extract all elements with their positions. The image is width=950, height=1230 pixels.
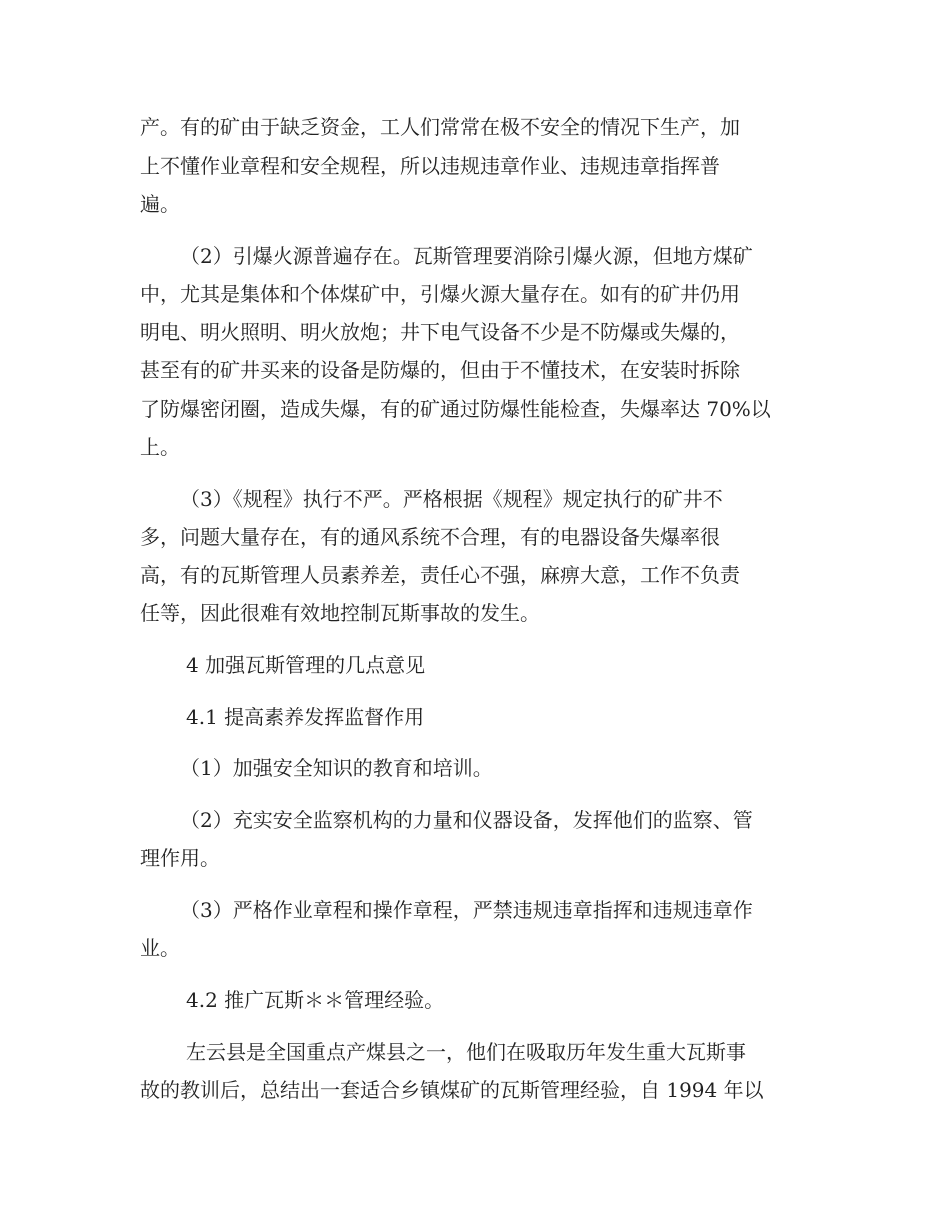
text-line-2: 上不懂作业章程和安全规程，所以违规违章作业、违规违章指挥普 [140,154,720,178]
text-line-9: 上。 [140,435,180,459]
text-line-1: 产。有的矿由于缺乏资金，工人们常常在极不安全的情况下生产，加 [140,115,740,139]
text-line-12: 高，有的瓦斯管理人员素养差，责任心不强，麻痹大意，工作不负责 [140,563,740,587]
subsection-heading-4-1: 4.1 提高素养发挥监督作用 [186,705,425,729]
text-line-7: 甚至有的矿井买来的设备是防爆的，但由于不懂技术，在安装时拆除 [140,358,740,382]
text-line-6: 明电、明火照明、明火放炮；井下电气设备不少是不防爆或失爆的， [140,320,740,344]
text-line-10: （3）《规程》执行不严。严格根据《规程》规定执行的矿井不 [180,487,723,511]
text-line-5: 中，尤其是集体和个体煤矿中，引爆火源大量存在。如有的矿井仍用 [140,282,740,306]
text-line-4: （2）引爆火源普遍存在。瓦斯管理要消除引爆火源，但地方煤矿 [180,244,753,268]
text-line-13: 任等，因此很难有效地控制瓦斯事故的发生。 [140,601,540,625]
text-line-23: 故的教训后，总结出一套适合乡镇煤矿的瓦斯管理经验，自 1994 年以 [140,1078,764,1102]
subsection-heading-4-2: 4.2 推广瓦斯＊＊管理经验。 [186,988,445,1012]
text-line-22: 左云县是全国重点产煤县之一，他们在吸取历年发生重大瓦斯事 [186,1040,746,1064]
text-line-17: （2）充实安全监察机构的力量和仪器设备，发挥他们的监察、管 [180,808,753,832]
section-heading-4: 4 加强瓦斯管理的几点意见 [186,653,426,677]
text-line-18: 理作用。 [140,846,220,870]
text-line-16: （1）加强安全知识的教育和培训。 [180,756,493,780]
text-line-11: 多，问题大量存在，有的通风系统不合理，有的电器设备失爆率很 [140,525,720,549]
text-line-20: 业。 [140,936,180,960]
text-line-8: 了防爆密闭圈，造成失爆，有的矿通过防爆性能检查，失爆率达 70%以 [140,397,771,421]
text-line-19: （3）严格作业章程和操作章程，严禁违规违章指挥和违规违章作 [180,898,753,922]
text-line-3: 遍。 [140,192,180,216]
